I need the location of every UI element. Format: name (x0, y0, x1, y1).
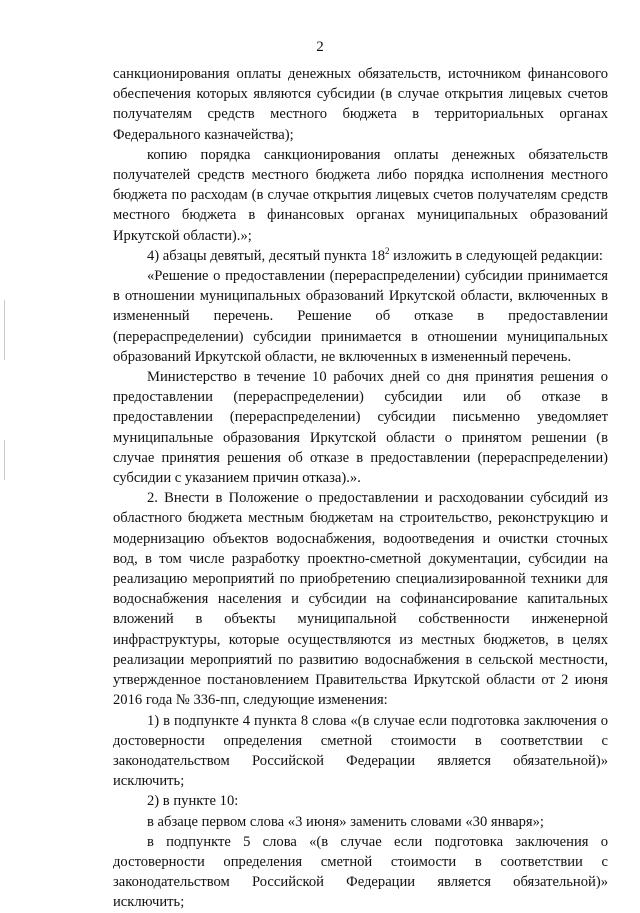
superscript: 2 (385, 245, 390, 256)
scan-margin-mark (4, 300, 5, 360)
scan-margin-mark (4, 440, 5, 480)
paragraph (113, 246, 608, 266)
document-body (113, 64, 608, 913)
paragraph: копию порядка санкционирования оплаты денежных обязательств получателей средств местного бюджета либо порядка исполнения местного бюджета по расходам (в случае открытия лицевых счетов получателям средств местного бюджета в финансовых органах муниципальных образований Иркутской области).»; (113, 146, 608, 244)
paragraph-text: изложить в следующей редакции: (389, 247, 603, 264)
paragraph: 1) в подпункте 4 пункта 8 слова «(в случае если подготовка заключения о достоверности определения сметной стоимости в соответствии с законодательством Российской Федерации является обязательной)» исключить; (113, 712, 608, 790)
paragraph: санкционирования оплаты денежных обязательств, источником финансового обеспечения которых являются субсидии (в случае открытия лицевых счетов получателям средств местного бюджета в территориальных органах Федерального казначейства); (113, 66, 608, 143)
paragraph: «Решение о предоставлении (перераспределении) субсидии принимается в отношении муниципальных образований Иркутской области, включенных в измененный перечень. Решение об отказе в предоставлении (перераспределении) субсидии принимается в отношении муниципальных образований Иркутской области, не включенных в измененный перечень. (113, 268, 608, 365)
paragraph-text: 4) абзацы девятый, десятый пункта 18 (147, 247, 386, 264)
paragraph: в абзаце первом слова «3 июня» заменить словами «30 января»; (147, 813, 544, 830)
paragraph: 2. Внести в Положение о предоставлении и расходовании субсидий из областного бюджета местным бюджетам на строительство, реконструкцию и модернизацию объектов водоснабжения, водоотведения и очистки сточных вод, в том числе разработку проектно-сметной документации, субсидии на реализацию мероприятий по приобретению специализированной техники для водоснабжения населения и субсидии на софинансирование капитальных вложений в объекты муниципальной собственности инженерной инфраструктуры, которые осуществляются из местных бюджетов, в целях реализации мероприятий по развитию водоснабжения в сельской местности, утвержденное постановлением Правительства Иркутской области от 2 июня 2016 года № 336-пп, следующие изменения: (113, 490, 608, 709)
paragraph: 2) в пункте 10: (147, 793, 239, 810)
page-number: 2 (316, 39, 324, 55)
paragraph: в подпункте 5 слова «(в случае если подготовка заключения о достоверности определения сметной стоимости в соответствии с законодательством Российской Федерации является обязательной)» исключить; (113, 833, 608, 911)
paragraph: Министерство в течение 10 рабочих дней со дня принятия решения о предоставлении (перераспределении) субсидии или об отказе в предоставлении (перераспределении) субсидии письменно уведомляет муниципальные образования Иркутской области о принятом решении (в случае принятия решения об отказе в предоставлении (перераспределении) субсидии с указанием причин отказа).». (113, 369, 608, 487)
